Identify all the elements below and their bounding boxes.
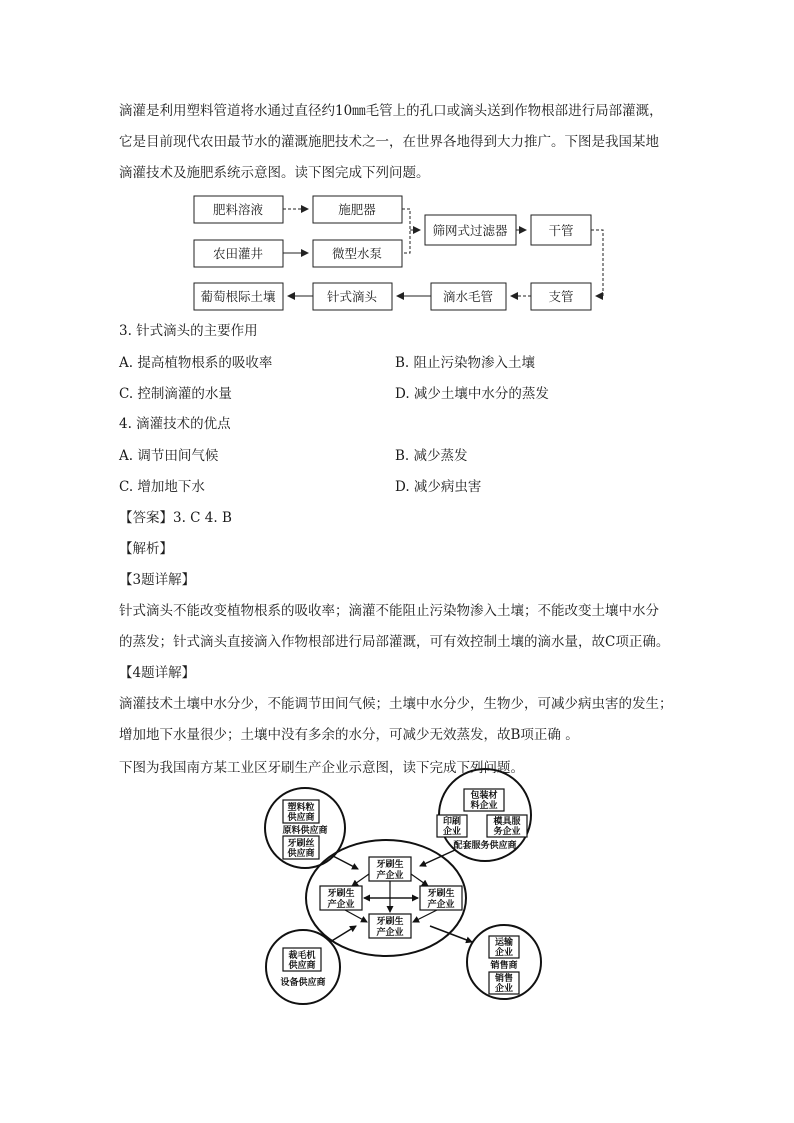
arrow-equipment-to-cluster (330, 926, 356, 942)
transport-line1: 运输 (494, 938, 514, 948)
tb-bottom-line2: 产企业 (376, 928, 404, 938)
next-question-intro: 下图为我国南方某工业区牙刷生产企业示意图，读下完成下列问题。 (119, 760, 524, 776)
packaging-line1: 包装材 (470, 791, 498, 801)
bristle-supplier-line2: 供应商 (287, 849, 315, 859)
arrow-top-to-right (411, 874, 428, 886)
tb-left-line2: 产企业 (327, 900, 355, 910)
label-fertilizer-applicator: 施肥器 (338, 202, 376, 217)
q3-stem: 3. 针式滴头的主要作用 (119, 323, 258, 339)
q4-option-d: D. 减少病虫害 (395, 479, 482, 495)
q3-option-a: A. 提高植物根系的吸收率 (119, 355, 273, 371)
tb-right-line1: 牙刷生 (427, 889, 455, 899)
arrow-left-to-bottom (345, 910, 367, 922)
raw-material-suppliers-label: 原料供应商 (282, 826, 328, 836)
mold-line1: 模具服 (493, 817, 521, 827)
label-drip-capillary: 滴水毛管 (442, 289, 494, 304)
q3-option-b: B. 阻止污染物渗入土壤 (395, 355, 536, 371)
sales-line2: 企业 (494, 984, 514, 994)
q3-option-d: D. 减少土壤中水分的蒸发 (395, 386, 549, 402)
detail3-heading: 【3题详解】 (119, 572, 196, 588)
arrow-cluster-to-sales (430, 926, 472, 942)
q4-option-a: A. 调节田间气候 (119, 448, 219, 464)
tb-top-line1: 牙刷生 (376, 860, 404, 870)
label-fertilizer-solution: 肥料溶液 (212, 202, 264, 217)
mold-line2: 务企业 (493, 827, 521, 837)
equipment-suppliers-label: 设备供应商 (280, 978, 326, 988)
label-branch-pipe: 支管 (548, 289, 574, 304)
q3-option-c: C. 控制滴灌的水量 (119, 386, 232, 402)
tb-bottom-line1: 牙刷生 (376, 917, 404, 927)
tb-top-line2: 产企业 (376, 871, 404, 881)
detail3-line-2: 的蒸发；针式滴头直接滴入作物根部进行局部灌溉，可有效控制土壤的滴水量，故C项正确。 (119, 634, 670, 650)
sales-line1: 销售 (494, 974, 514, 984)
printing-line1: 印刷 (442, 817, 462, 827)
label-farm-well: 农田灌井 (212, 246, 264, 261)
arrow-raw-to-cluster (333, 856, 358, 869)
cutter-line1: 裁毛机 (288, 951, 316, 961)
intro-line-2: 它是目前现代农田最节水的灌溉施肥技术之一，在世界各地得到大力推广。下图是我国某地 (119, 134, 659, 150)
analysis-heading: 【解析】 (119, 541, 173, 557)
transport-line2: 企业 (494, 948, 514, 958)
arrow-right-to-bottom (413, 910, 437, 922)
label-screen-filter: 筛网式过滤器 (432, 223, 508, 238)
label-needle-emitter: 针式滴头 (326, 289, 378, 304)
packaging-line2: 料企业 (470, 801, 498, 811)
sales-firm-label: 销售商 (490, 961, 518, 971)
q4-option-b: B. 减少蒸发 (395, 448, 468, 464)
label-grape-root-soil: 葡萄根际土壤 (200, 289, 276, 304)
answer-line: 【答案】3. C 4. B (119, 510, 232, 526)
label-main-pipe: 干管 (548, 223, 574, 238)
detail4-heading: 【4题详解】 (119, 665, 196, 681)
arrow-top-to-left (352, 874, 369, 886)
detail4-line-2: 增加地下水量很少；土壤中没有多余的水分，可减少无效蒸发，故B项正确 。 (119, 727, 579, 743)
bristle-supplier-line1: 牙刷丝 (287, 839, 315, 849)
detail3-line-1: 针式滴头不能改变植物根系的吸收率；滴灌不能阻止污染物渗入土壤；不能改变土壤中水分 (119, 603, 659, 619)
tb-left-line1: 牙刷生 (327, 889, 355, 899)
plastic-supplier-line1: 塑料粒 (287, 803, 315, 813)
q4-stem: 4. 滴灌技术的优点 (119, 416, 231, 432)
intro-line-1: 滴灌是利用塑料管道将水通过直径约10㎜毛管上的孔口或滴头送到作物根部进行局部灌溉， (119, 103, 663, 119)
tb-right-line2: 产企业 (427, 900, 455, 910)
detail4-line-1: 滴灌技术土壤中水分少，不能调节田间气候；土壤中水分少，生物少，可减少病虫害的发生； (119, 696, 673, 712)
supporting-services-label: 配套服务供应商 (453, 841, 517, 851)
label-micro-pump: 微型水泵 (331, 246, 383, 261)
cutter-line2: 供应商 (288, 961, 316, 971)
intro-line-3: 滴灌技术及施肥系统示意图。读下图完成下列问题。 (119, 165, 430, 181)
printing-line2: 企业 (442, 827, 462, 837)
plastic-supplier-line2: 供应商 (287, 813, 315, 823)
q4-option-c: C. 增加地下水 (119, 479, 205, 495)
